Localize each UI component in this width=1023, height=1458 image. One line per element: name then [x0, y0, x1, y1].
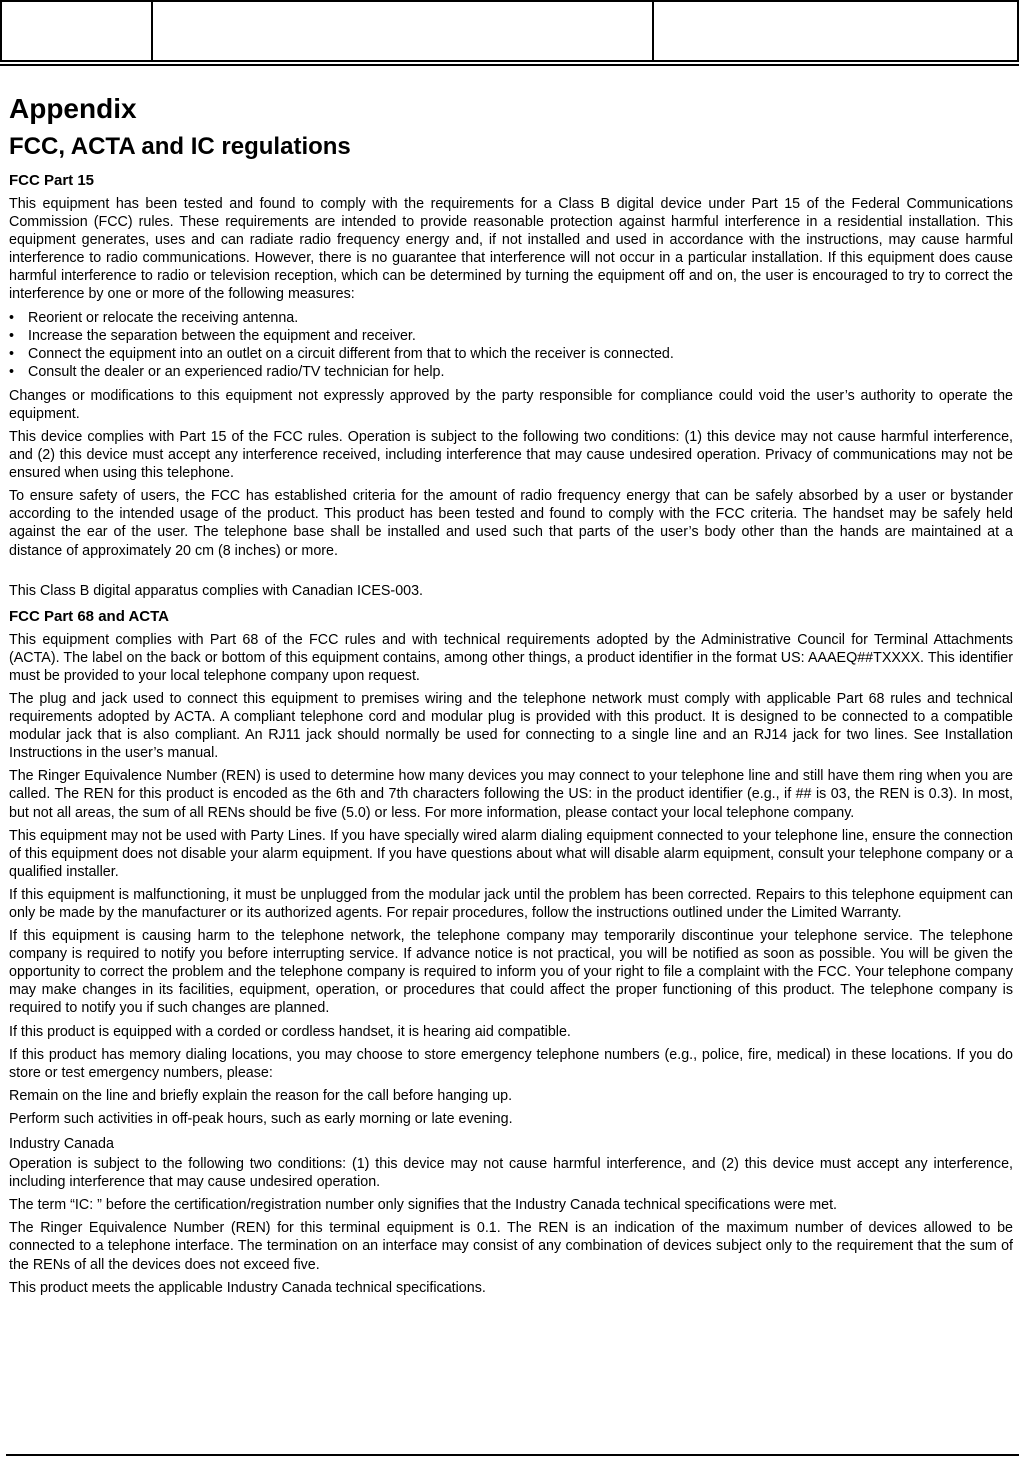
interference-measures-list	[9, 309, 1013, 382]
plug-jack-paragraph: The plug and jack used to connect this equipment to premises wiring and the telephone network must comply with applicable Part 68 rules and technical requirements adopted by ACTA. A compliant telephone cord and modular plug is provided with this product. It is designed to be connected to a compatible modular jack that is also compliant. An RJ11 jack should normally be used for connecting to a single line and an RJ14 jack for two lines. See Installation Instructions in the user’s manual.	[9, 690, 1013, 762]
ic-term-paragraph: The term “IC: ” before the certification/registration number only signifies that the Industry Canada technical specifications were met.	[9, 1197, 838, 1214]
fcc-part-68-heading: FCC Part 68 and ACTA	[9, 607, 170, 625]
part-15-compliance-paragraph: This device complies with Part 15 of the FCC rules. Operation is subject to the following two conditions: (1) this device may not cause harmful interference, and (2) this device must accept any interference received, including interference that may cause undesired operation. Privacy of communications may not be ensured when using this telephone.	[9, 428, 1013, 482]
party-lines-paragraph: This equipment may not be used with Party Lines. If you have specially wired alarm dialing equipment connected to your telephone line, ensure the connection of this equipment does not disable your alarm equipment. If you have questions about what will disable alarm equipment, consult your telephone company or a qualified installer.	[9, 827, 1013, 880]
part-68-paragraph: This equipment complies with Part 68 of the FCC rules and with technical requirements adopted by the Administrative Council for Terminal Attachments (ACTA). The label on the back or bottom of this equipment contains, among other things, a product identifier in the format US: AAAEQ##TXXXX. This identifier must be provided to your local telephone company upon request.	[9, 631, 1013, 684]
ren-paragraph: The Ringer Equivalence Number (REN) is used to determine how many devices you may connect to your telephone line and still have them ring when you are called. The REN for this product is encoded as the 6th and 7th characters following the US: in the product identifier (e.g., if ## is 03, the REN is 0.3). In most, but not all areas, the sum of all RENs should be five (5.0) or less. For more information, please contact your local telephone company.	[9, 768, 1013, 821]
modifications-paragraph: Changes or modifications to this equipment not expressly approved by the party responsible for compliance could void the user’s authority to operate the equipment.	[9, 387, 1013, 422]
page-title: Appendix	[9, 93, 137, 124]
industry-canada-heading: Industry Canada	[9, 1136, 114, 1153]
spacer	[9, 565, 1013, 582]
ic-conditions-paragraph: Operation is subject to the following two conditions: (1) this device may not cause harmful interference, and (2) this device must accept any interference, including interference that may cause undesired operation.	[9, 1156, 1013, 1191]
network-harm-paragraph: If this equipment is causing harm to the telephone network, the telephone company may temporarily discontinue your telephone service. The telephone company is required to notify you before interrupting service. If advance notice is not practical, you will be notified as soon as possible. You will be given the opportunity to correct the problem and the telephone company is required to inform you of your right to file a complaint with the FCC. Your telephone company may make changes in its facilities, equipment, operation, or procedures that could affect the proper functioning of this product. The telephone company is required to notify you if such changes are planned.	[9, 928, 1013, 1017]
ic-ren-paragraph: The Ringer Equivalence Number (REN) for this terminal equipment is 0.1. The REN is an indication of the maximum number of devices allowed to be connected to a telephone interface. The termination on an interface may consist of any combination of devices subject only to the requirement that the sum of the RENs of all the devices does not exceed five.	[9, 1220, 1013, 1273]
fcc-part-15-intro: This equipment has been tested and found to comply with the requirements for a Class B digital device under Part 15 of the Federal Communications Commission (FCC) rules. These requirements are intended to provide reasonable protection against harmful interference in a residential installation. This equipment generates, uses and can radiate radio frequency energy and, if not installed and used in accordance with the instructions, may cause harmful interference to radio communications. However, there is no guarantee that interference will not occur in a particular installation. If this equipment does cause harmful interference to radio or television reception, which can be determined by turning the equipment off and on, the user is encouraged to try to correct the interference by one or more of the following measures:	[9, 196, 1013, 303]
list-item: • Increase the separation between the equipment and receiver.	[9, 327, 1013, 345]
ices-paragraph: This Class B digital apparatus complies with Canadian ICES-003.	[9, 582, 424, 599]
memory-dialing-paragraph: If this product has memory dialing locations, you may choose to store emergency telephone numbers (e.g., police, fire, medical) in these locations. If you do store or test emergency numbers, please:	[9, 1046, 1013, 1081]
list-item: • Consult the dealer or an experienced radio/TV technician for help.	[9, 363, 1013, 381]
header-cell-middle	[153, 2, 654, 60]
section-title: FCC, ACTA and IC regulations	[9, 133, 351, 160]
header-cell-right	[654, 2, 1017, 60]
off-peak-paragraph: Perform such activities in off-peak hours, such as early morning or late evening.	[9, 1110, 513, 1127]
header-rule	[0, 64, 1019, 66]
list-item: • Reorient or relocate the receiving antenna.	[9, 309, 1013, 327]
fcc-part-15-heading: FCC Part 15	[9, 172, 95, 189]
hearing-aid-paragraph: If this product is equipped with a corded or cordless handset, it is hearing aid compatible.	[9, 1023, 571, 1040]
header-cell-left	[2, 2, 153, 60]
malfunction-paragraph: If this equipment is malfunctioning, it must be unplugged from the modular jack until the problem has been corrected. Repairs to this telephone equipment can only be made by the manufacturer or its authorized agents. For repair procedures, follow the instructions outlined under the Limited Warranty.	[9, 886, 1013, 921]
page-header-table	[0, 0, 1019, 62]
footer-rule	[6, 1454, 1019, 1456]
ic-specs-paragraph: This product meets the applicable Industry Canada technical specifications.	[9, 1279, 486, 1296]
remain-on-line-paragraph: Remain on the line and briefly explain the reason for the call before hanging up.	[9, 1087, 513, 1104]
list-item: • Connect the equipment into an outlet on a circuit different from that to which the receiver is connected.	[9, 345, 1013, 363]
rf-safety-paragraph: To ensure safety of users, the FCC has established criteria for the amount of radio frequency energy that can be safely absorbed by a user or bystander according to the intended usage of the product. This product has been tested and found to comply with the FCC criteria. The handset may be safely held against the ear of the user. The telephone base shall be installed and used such that parts of the user’s body other than the hands are maintained at a distance of approximately 20 cm (8 inches) or more.	[9, 488, 1013, 559]
document-body	[9, 90, 1013, 1302]
